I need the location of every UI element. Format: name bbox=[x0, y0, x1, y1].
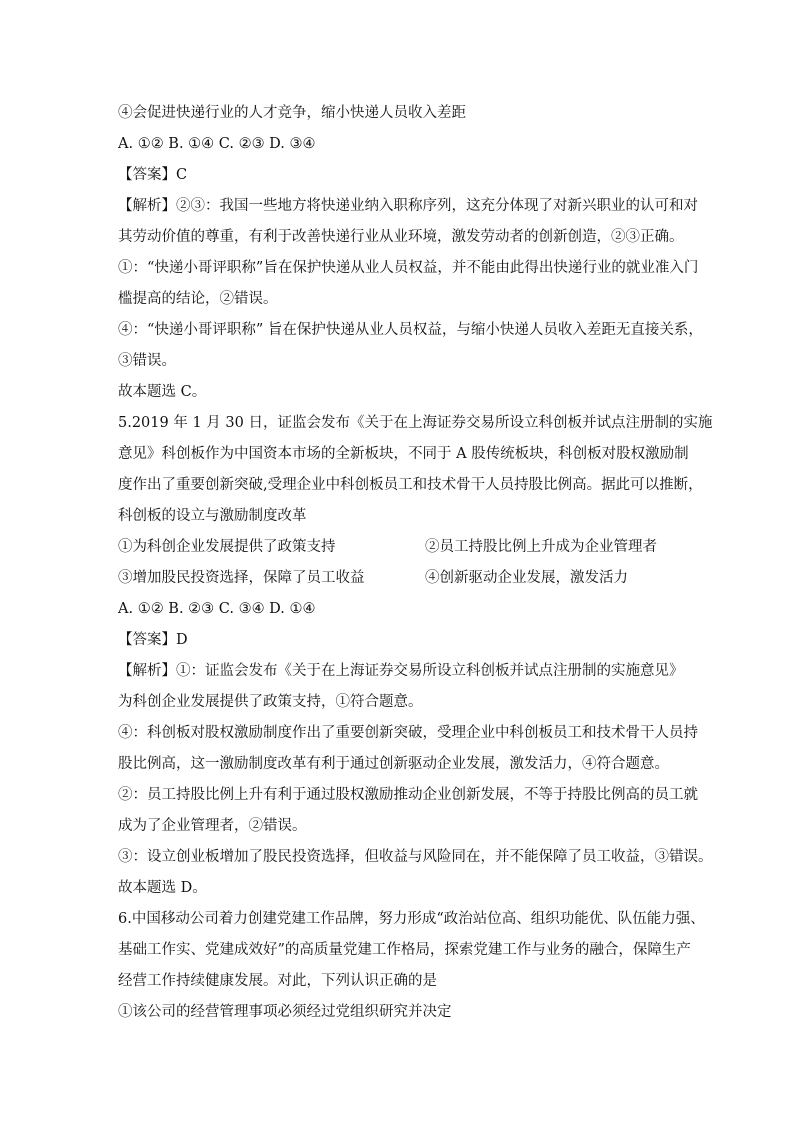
q5-stem-line-3: 度作出了重要创新突破,受理企业中科创板员工和技术骨干人员持股比例高。据此可以推断， bbox=[118, 477, 703, 493]
q5-choices: A. ①② B. ②③ C. ③④ D. ①④ bbox=[118, 601, 316, 617]
q5-option-4: ④创新驱动企业发展，激发活力 bbox=[425, 570, 628, 586]
q5-analysis-line-7: ③：设立创业板增加了股民投资选择，但收益与风险同在，并不能保障了员工收益，③错误。 bbox=[118, 849, 713, 865]
q4-option-4: ④会促进快递行业的人才竞争，缩小快递人员收入差距 bbox=[118, 105, 466, 121]
q4-analysis-line-3: ①：“快递小哥评职称”旨在保护快递从业人员权益，并不能由此得出快递行业的就业准入门 bbox=[118, 260, 699, 276]
q5-analysis-line-4: 股比例高，这一激励制度改革有利于通过创新驱动企业发展，激发活力，④符合题意。 bbox=[118, 756, 669, 772]
document-page bbox=[118, 98, 713, 1028]
q4-analysis-line-6: ③错误。 bbox=[118, 353, 176, 369]
q4-analysis-line-4: 槛提高的结论，②错误。 bbox=[118, 291, 278, 307]
q6-option-1: ①该公司的经营管理事项必须经过党组织研究并决定 bbox=[118, 1004, 452, 1020]
q4-answer: 【答案】C bbox=[118, 167, 188, 183]
q5-option-3: ③增加股民投资选择，保障了员工收益 bbox=[118, 570, 365, 586]
q5-stem-line-2: 意见》科创板作为中国资本市场的全新板块，不同于 A 股传统板块，科创板对股权激励制 bbox=[118, 446, 689, 462]
q6-stem-line-1: 6.中国移动公司着力创建党建工作品牌，努力形成“政治站位高、组织功能优、队伍能力强、 bbox=[118, 911, 705, 927]
q6-stem-line-3: 经营工作持续健康发展。对此，下列认识正确的是 bbox=[118, 973, 437, 989]
q5-option-2: ②员工持股比例上升成为企业管理者 bbox=[425, 539, 657, 555]
q5-analysis-line-6: 成为了企业管理者，②错误。 bbox=[118, 818, 307, 834]
q5-stem-line-4: 科创板的设立与激励制度改革 bbox=[118, 508, 307, 524]
q5-analysis-line-5: ②：员工持股比例上升有利于通过股权激励推动企业创新发展，不等于持股比例高的员工就 bbox=[118, 787, 698, 803]
q5-analysis-line-2: 为科创企业发展提供了政策支持，①符合题意。 bbox=[118, 694, 423, 710]
q5-analysis-line-3: ④：科创板对股权激励制度作出了重要创新突破，受理企业中科创板员工和技术骨干人员持 bbox=[118, 725, 698, 741]
q5-stem-line-1: 5.2019 年 1 月 30 日，证监会发布《关于在上海证券交易所设立科创板并试点注册制的实施 bbox=[118, 415, 713, 431]
q4-analysis-line-5: ④：“快递小哥评职称” 旨在保护快递从业人员权益，与缩小快递人员收入差距无直接关系， bbox=[118, 322, 703, 338]
q4-choices: A. ①② B. ①④ C. ②③ D. ③④ bbox=[118, 136, 316, 152]
q6-stem-line-2: 基础工作实、党建成效好”的高质量党建工作格局，探索党建工作与业务的融合，保障生产 bbox=[118, 942, 691, 958]
q5-option-1: ①为科创企业发展提供了政策支持 bbox=[118, 539, 336, 555]
q5-options-row-2 bbox=[118, 563, 678, 594]
q5-conclusion: 故本题选 D。 bbox=[118, 880, 207, 896]
q4-analysis-line-2: 其劳动价值的尊重，有利于改善快递行业从业环境，激发劳动者的创新创造，②③正确。 bbox=[118, 229, 684, 245]
q4-analysis-line-1: 【解析】②③：我国一些地方将快递业纳入职称序列，这充分体现了对新兴职业的认可和对 bbox=[118, 198, 698, 214]
q5-analysis-line-1: 【解析】①：证监会发布《关于在上海证券交易所设立科创板并试点注册制的实施意见》 bbox=[118, 663, 684, 679]
q4-conclusion: 故本题选 C。 bbox=[118, 384, 207, 400]
q5-answer: 【答案】D bbox=[118, 632, 188, 648]
q5-options-row-1 bbox=[118, 532, 678, 563]
